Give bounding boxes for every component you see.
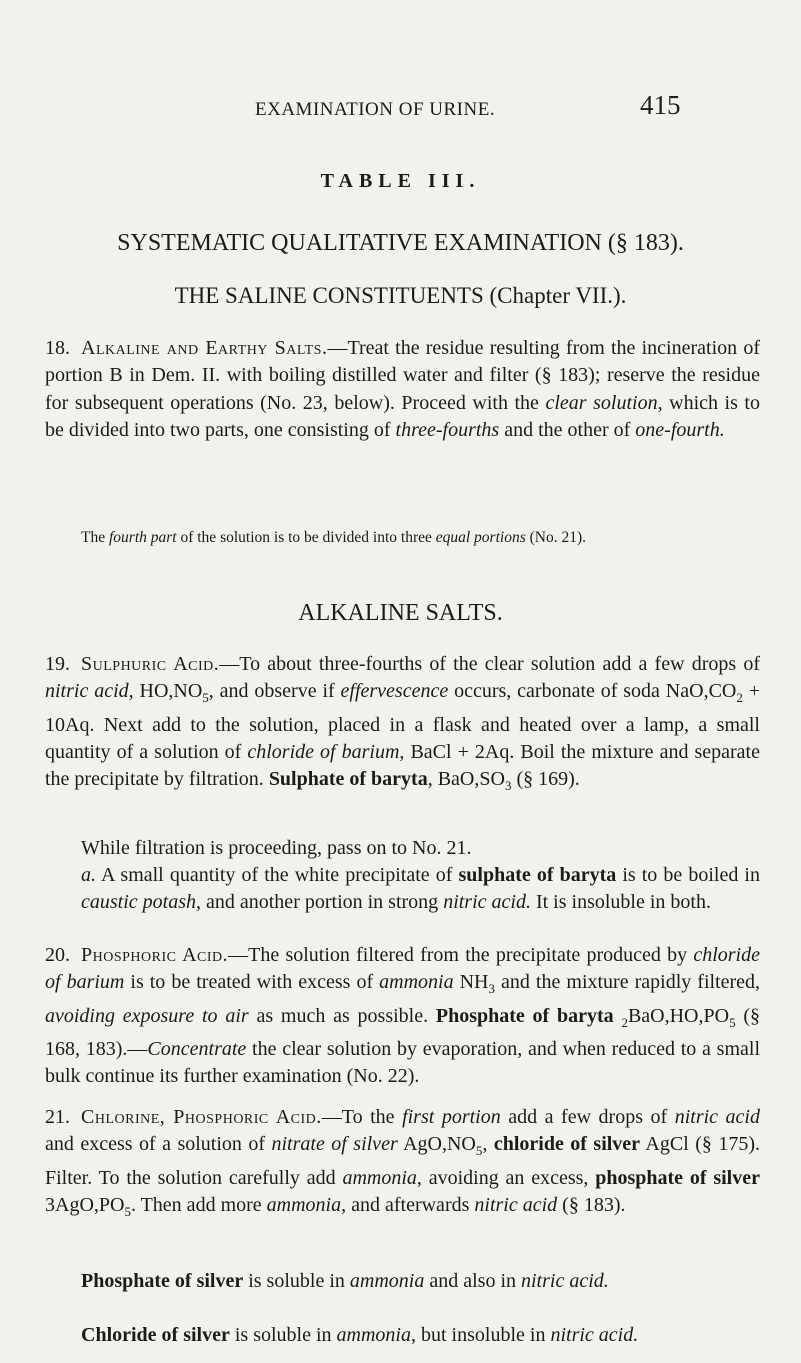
page-number: 415 bbox=[640, 90, 681, 120]
section-19-paragraph: 19. Sulphuric Acid.—To about three-fourths of the clear solution add a few drops of nitric acid, $HO,NO_5$, and observe if effervescence occurs, carbonate of soda $NaO,CO_2 + 10Aq$. Next add to the solution, placed in a flask and heated over a lamp, a small quantity of a solution of chloride of barium, BaCl + 2Aq. Boil the mixture and separate the precipitate by filtration. Sulphate of baryta, $BaO,SO_3$ (§ 169). bbox=[45, 653, 761, 794]
section-number: 20. bbox=[45, 944, 70, 966]
section-heading: Chlorine, Phosphoric Acid. bbox=[81, 1106, 322, 1128]
section-18-paragraph: 18. Alkaline and Earthy Salts.—Treat the residue resulting from the incineration of portion B in Dem. II. with boiling distilled water and filter (§ 183); reserve the residue for subsequent operations (No. 23, below). Proceed with the clear solution, which is to be divided into two parts, one consisting of three-fourths and the other of one-fourth. bbox=[45, 337, 760, 441]
table-title-line-2: THE SALINE CONSTITUENTS (Chapter VII.). bbox=[174, 283, 627, 308]
section-heading: Alkaline and Earthy Salts. bbox=[81, 337, 328, 359]
section-heading: Sulphuric Acid. bbox=[81, 653, 220, 675]
section-21-chloride-note: Chloride of silver is soluble in ammonia, but insoluble in nitric acid. bbox=[81, 1324, 639, 1346]
alkaline-salts-heading: ALKALINE SALTS. bbox=[298, 600, 503, 626]
section-number: 21. bbox=[45, 1106, 70, 1128]
section-21-paragraph: 21. Chlorine, Phosphoric Acid.—To the first portion add a few drops of nitric acid and excess of a solution of nitrate of silver $AgO,NO_5$, chloride of silver AgCl (§ 175). Filter. To the solution carefully add ammonia, avoiding an excess, phosphate of silver $3AgO,PO_5$. Then add more ammonia, and afterwards nitric acid (§ 183). bbox=[45, 1106, 761, 1219]
table-title-line-1: SYSTEMATIC QUALITATIVE EXAMINATION (§ 183). bbox=[117, 230, 684, 256]
section-20-paragraph: 20. Phosphoric Acid.—The solution filtered from the precipitate produced by chloride of barium is to be treated with excess of ammonia $NH_3$ and the mixture rapidly filtered, avoiding exposure to air as much as possible. Phosphate of baryta $_2BaO,HO,PO_5$ (§ 168, 183).—Concentrate the clear solution by evaporation, and when reduced to a small bulk continue its further examination (No. 22). bbox=[45, 944, 761, 1088]
table-label: TABLE III. bbox=[320, 170, 481, 192]
running-title: EXAMINATION OF URINE. bbox=[255, 99, 496, 120]
section-19-continuation: While filtration is proceeding, pass on to No. 21. bbox=[81, 837, 472, 859]
section-19-sub-a: a. A small quantity of the white precipitate of sulphate of baryta is to be boiled in caustic potash, and another portion in strong nitric acid. It is insoluble in both. bbox=[81, 864, 760, 914]
section-heading: Phosphoric Acid. bbox=[81, 944, 229, 966]
page-header bbox=[0, 90, 801, 130]
section-number: 18. bbox=[45, 337, 70, 359]
section-21-phosphate-note: Phosphate of silver is soluble in ammonia and also in nitric acid. bbox=[81, 1270, 609, 1292]
section-number: 19. bbox=[45, 653, 70, 675]
section-18-note: The fourth part of the solution is to be divided into three equal portions (No. 21). bbox=[81, 529, 587, 546]
